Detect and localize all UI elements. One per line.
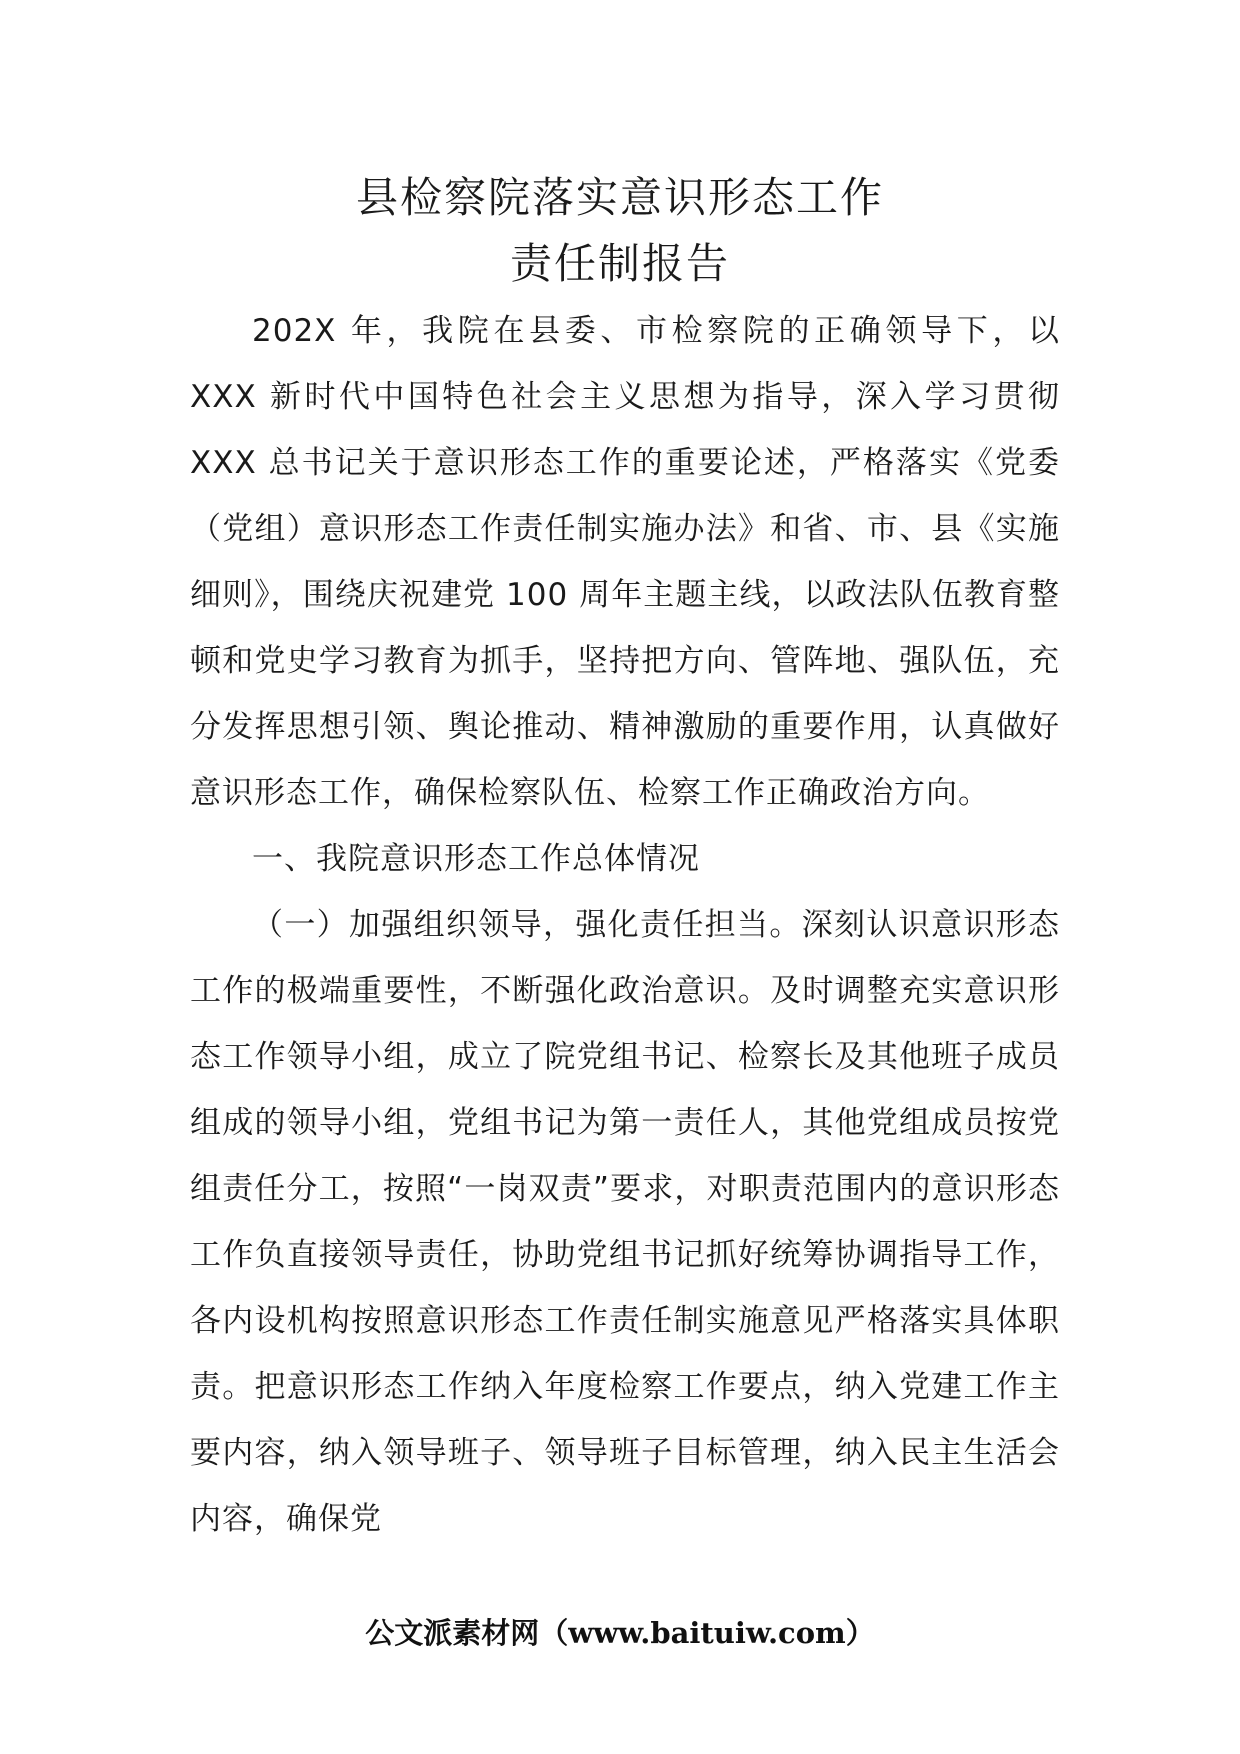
title-line-1: 县检察院落实意识形态工作 [355, 173, 884, 222]
footer-watermark: 公文派素材网（www.baituiw.com） [365, 1616, 875, 1650]
section-heading: 一、我院意识形态工作总体情况 [252, 841, 700, 877]
document-body [190, 298, 1060, 1552]
document-title [0, 165, 1240, 297]
intro-paragraph: 202X 年，我院在县委、市检察院的正确领导下，以 XXX 新时代中国特色社会主义思想为指导，深入学习贯彻 XXX 总书记关于意识形态工作的重要论述，严格落实《党委（党组）意识形态工作责任制实施办法》和省、市、县《实施细则》，围绕庆祝建党 100 周年主题主线，以政法队伍教育整顿和党史学习教育为抓手，坚持把方向、管阵地、强队伍，充分发挥思想引领、舆论推动、精神激励的重要作用，认真做好意识形态工作，确保检察队伍、检察工作正确政治方向。 [190, 313, 1060, 811]
section-paragraph: （一）加强组织领导，强化责任担当。深刻认识意识形态工作的极端重要性，不断强化政治意识。及时调整充实意识形态工作领导小组，成立了院党组书记、检察长及其他班子成员组成的领导小组，党组书记为第一责任人，其他党组成员按党组责任分工，按照“一岗双责”要求，对职责范围内的意识形态工作负直接领导责任，协助党组书记抓好统筹协调指导工作，各内设机构按照意识形态工作责任制实施意见严格落实具体职责。把意识形态工作纳入年度检察工作要点，纳入党建工作主要内容，纳入领导班子、领导班子目标管理，纳入民主生活会内容，确保党 [190, 907, 1060, 1537]
title-line-2: 责任制报告 [509, 239, 730, 288]
